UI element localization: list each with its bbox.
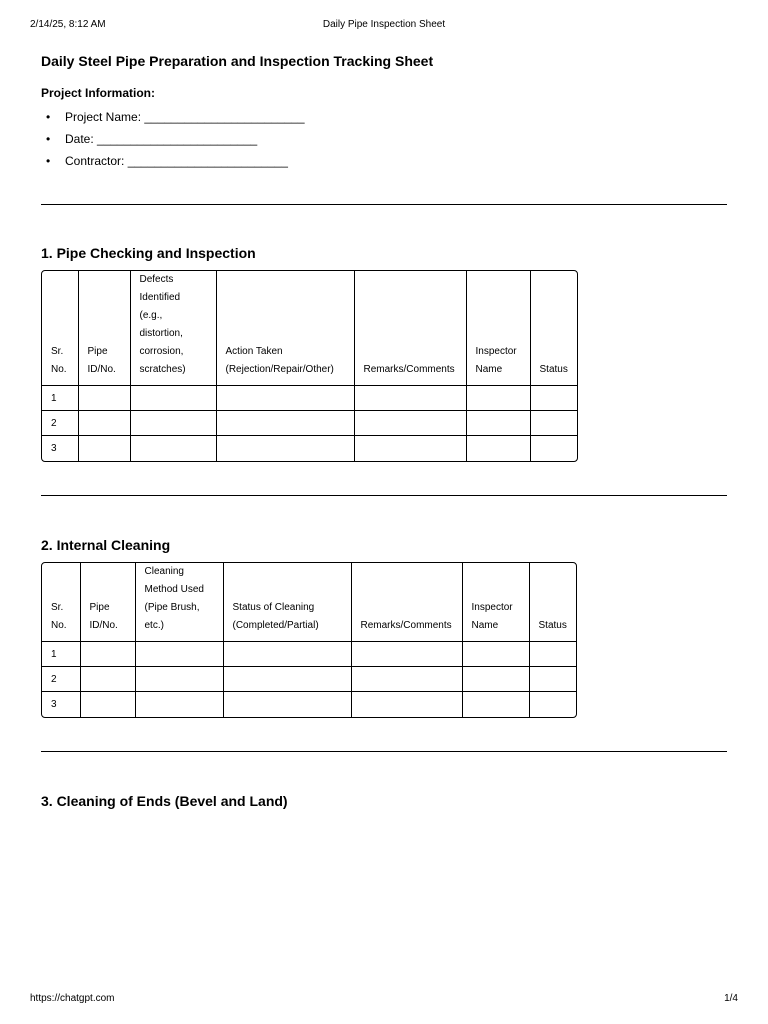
cell-sr-no: 3 xyxy=(42,436,78,461)
divider xyxy=(41,751,727,752)
cell-pipe-id[interactable] xyxy=(80,692,135,717)
cell-cleaning-method[interactable] xyxy=(135,642,223,667)
col-header-status: Status xyxy=(529,563,576,642)
cell-pipe-id[interactable] xyxy=(80,667,135,692)
print-title: Daily Pipe Inspection Sheet xyxy=(322,19,446,30)
cell-sr-no: 1 xyxy=(42,642,80,667)
cell-sr-no: 2 xyxy=(42,667,80,692)
table-row xyxy=(42,692,576,717)
section-title-cleaning-of-ends: 3. Cleaning of Ends (Bevel and Land) xyxy=(41,793,288,809)
print-header xyxy=(30,19,738,33)
section-title-pipe-checking: 1. Pipe Checking and Inspection xyxy=(41,245,256,261)
cell-inspector[interactable] xyxy=(462,642,529,667)
col-header-remarks: Remarks/Comments xyxy=(354,271,466,386)
cell-status[interactable] xyxy=(530,386,577,411)
cell-cleaning-status[interactable] xyxy=(223,667,351,692)
table-row xyxy=(42,436,577,461)
cell-status[interactable] xyxy=(529,667,576,692)
print-footer xyxy=(30,993,738,1007)
date-item: • Date: ________________________ xyxy=(46,132,258,146)
project-info-list xyxy=(41,109,305,175)
cell-inspector[interactable] xyxy=(466,436,530,461)
col-header-inspector: Inspector Name xyxy=(466,271,530,386)
section-title-internal-cleaning: 2. Internal Cleaning xyxy=(41,537,171,553)
cell-status[interactable] xyxy=(530,411,577,436)
cell-defects[interactable] xyxy=(130,386,216,411)
project-info-label: Project Information: xyxy=(41,86,156,100)
cell-defects[interactable] xyxy=(130,436,216,461)
bullet-icon: • xyxy=(46,110,51,124)
col-header-sr-no: Sr. No. xyxy=(42,271,78,386)
bullet-icon: • xyxy=(46,132,51,146)
cell-sr-no: 3 xyxy=(42,692,80,717)
cell-status[interactable] xyxy=(530,436,577,461)
cell-sr-no: 1 xyxy=(42,386,78,411)
cell-cleaning-status[interactable] xyxy=(223,692,351,717)
project-name-item: • Project Name: ________________________ xyxy=(46,110,305,124)
cell-action-taken[interactable] xyxy=(216,386,354,411)
table-row xyxy=(42,642,576,667)
cell-pipe-id[interactable] xyxy=(78,411,130,436)
table-row xyxy=(42,411,577,436)
cell-remarks[interactable] xyxy=(351,667,462,692)
divider xyxy=(41,495,727,496)
col-header-cleaning-status: Status of Cleaning (Completed/Partial) xyxy=(223,563,351,642)
cell-inspector[interactable] xyxy=(462,667,529,692)
cell-status[interactable] xyxy=(529,692,576,717)
table-row xyxy=(42,386,577,411)
cell-defects[interactable] xyxy=(130,411,216,436)
cell-inspector[interactable] xyxy=(466,386,530,411)
internal-cleaning-table xyxy=(41,562,577,718)
cell-inspector[interactable] xyxy=(462,692,529,717)
bullet-icon: • xyxy=(46,154,51,168)
page-number: 1/4 xyxy=(724,993,738,1004)
contractor-item: • Contractor: ________________________ xyxy=(46,154,288,168)
cell-inspector[interactable] xyxy=(466,411,530,436)
col-header-defects: Defects Identified (e.g., distortion, corrosion, scratches) xyxy=(130,271,216,386)
col-header-cleaning-method: Cleaning Method Used (Pipe Brush, etc.) xyxy=(135,563,223,642)
table-row xyxy=(42,667,576,692)
cell-remarks[interactable] xyxy=(354,436,466,461)
cell-remarks[interactable] xyxy=(351,692,462,717)
cell-cleaning-method[interactable] xyxy=(135,692,223,717)
cell-sr-no: 2 xyxy=(42,411,78,436)
col-header-sr-no: Sr. No. xyxy=(42,563,80,642)
cell-remarks[interactable] xyxy=(354,386,466,411)
cell-remarks[interactable] xyxy=(354,411,466,436)
col-header-action-taken: Action Taken (Rejection/Repair/Other) xyxy=(216,271,354,386)
col-header-pipe-id: Pipe ID/No. xyxy=(80,563,135,642)
cell-cleaning-status[interactable] xyxy=(223,642,351,667)
print-datetime: 2/14/25, 8:12 AM xyxy=(30,19,106,30)
pipe-checking-table xyxy=(41,270,578,462)
cell-pipe-id[interactable] xyxy=(80,642,135,667)
col-header-pipe-id: Pipe ID/No. xyxy=(78,271,130,386)
cell-action-taken[interactable] xyxy=(216,411,354,436)
cell-pipe-id[interactable] xyxy=(78,436,130,461)
col-header-status: Status xyxy=(530,271,577,386)
cell-pipe-id[interactable] xyxy=(78,386,130,411)
divider xyxy=(41,204,727,205)
cell-cleaning-method[interactable] xyxy=(135,667,223,692)
cell-remarks[interactable] xyxy=(351,642,462,667)
col-header-inspector: Inspector Name xyxy=(462,563,529,642)
document-title: Daily Steel Pipe Preparation and Inspection Tracking Sheet xyxy=(41,53,434,69)
cell-action-taken[interactable] xyxy=(216,436,354,461)
print-url[interactable]: https://chatgpt.com xyxy=(30,993,115,1004)
cell-status[interactable] xyxy=(529,642,576,667)
col-header-remarks: Remarks/Comments xyxy=(351,563,462,642)
